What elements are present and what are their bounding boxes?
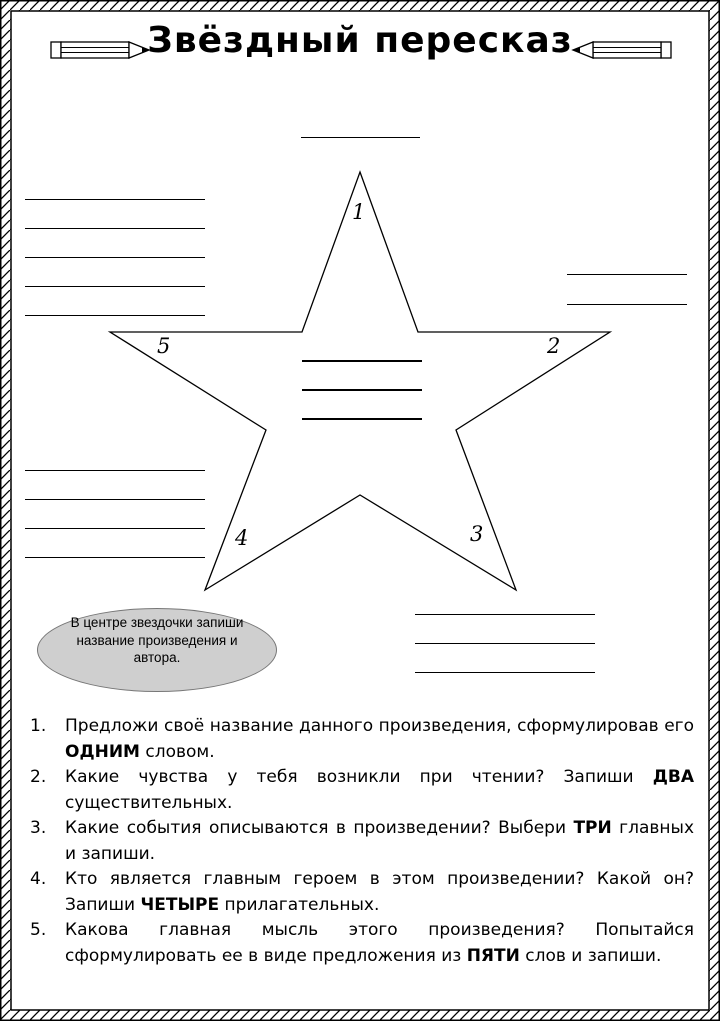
answer-line-3 xyxy=(415,672,595,673)
question-item xyxy=(30,918,694,969)
answer-line-4 xyxy=(25,557,205,558)
center-line xyxy=(302,418,422,420)
question-item xyxy=(30,714,694,765)
star-point-number: 3 xyxy=(470,522,484,546)
question-keyword: ПЯТИ xyxy=(466,945,520,966)
question-item xyxy=(30,816,694,867)
question-number: 4. xyxy=(30,869,47,889)
question-keyword: ДВА xyxy=(652,767,695,787)
answer-line-2 xyxy=(567,304,687,305)
answer-line-4 xyxy=(25,499,205,500)
hint-text: В центре звездочки запиши название произведения и автора. xyxy=(70,615,244,665)
star-point-number: 2 xyxy=(547,334,561,358)
star-point-number: 4 xyxy=(235,526,249,550)
center-line xyxy=(302,389,422,391)
answer-line-5 xyxy=(25,199,205,200)
question-text: слов и запиши. xyxy=(525,945,662,966)
question-text: Какие чувства у тебя возникли при чтении? Запиши xyxy=(65,767,634,787)
question-text: Кто является главным героем в этом произведении? Какой он? Запиши xyxy=(65,869,694,915)
question-text: существительных. xyxy=(65,792,233,813)
answer-line-3 xyxy=(415,614,595,615)
answer-line-3 xyxy=(415,643,595,644)
answer-line-4 xyxy=(25,470,205,471)
question-keyword: ЧЕТЫРЕ xyxy=(140,894,220,915)
question-number: 3. xyxy=(30,818,47,838)
star-point-number: 5 xyxy=(157,334,171,358)
center-line xyxy=(302,360,422,362)
question-number: 5. xyxy=(30,920,47,940)
answer-line-1 xyxy=(301,137,420,138)
answer-line-4 xyxy=(25,528,205,529)
question-number: 2. xyxy=(30,767,47,787)
question-number: 1. xyxy=(30,716,47,736)
page-title: Звёздный пересказ xyxy=(147,20,573,61)
question-text: прилагательных. xyxy=(224,894,380,915)
answer-line-2 xyxy=(567,274,687,275)
question-keyword: ТРИ xyxy=(573,818,612,838)
question-text: словом. xyxy=(145,741,215,762)
question-text: Предложи своё название данного произведения, сформулировав его xyxy=(65,716,694,736)
question-text: главных и запиши. xyxy=(65,818,695,864)
question-item xyxy=(30,765,694,816)
question-text: Какова главная мысль этого произведения? Попытайся сформулировать ее в виде предложения из xyxy=(65,920,694,966)
star-point-number: 1 xyxy=(352,200,366,224)
question-keyword: ОДНИМ xyxy=(65,741,140,762)
answer-line-5 xyxy=(25,257,205,258)
answer-line-5 xyxy=(25,228,205,229)
question-item xyxy=(30,867,694,918)
question-text: Какие события описываются в произведении? Выбери xyxy=(65,818,566,838)
answer-line-5 xyxy=(25,286,205,287)
answer-line-5 xyxy=(25,315,205,316)
